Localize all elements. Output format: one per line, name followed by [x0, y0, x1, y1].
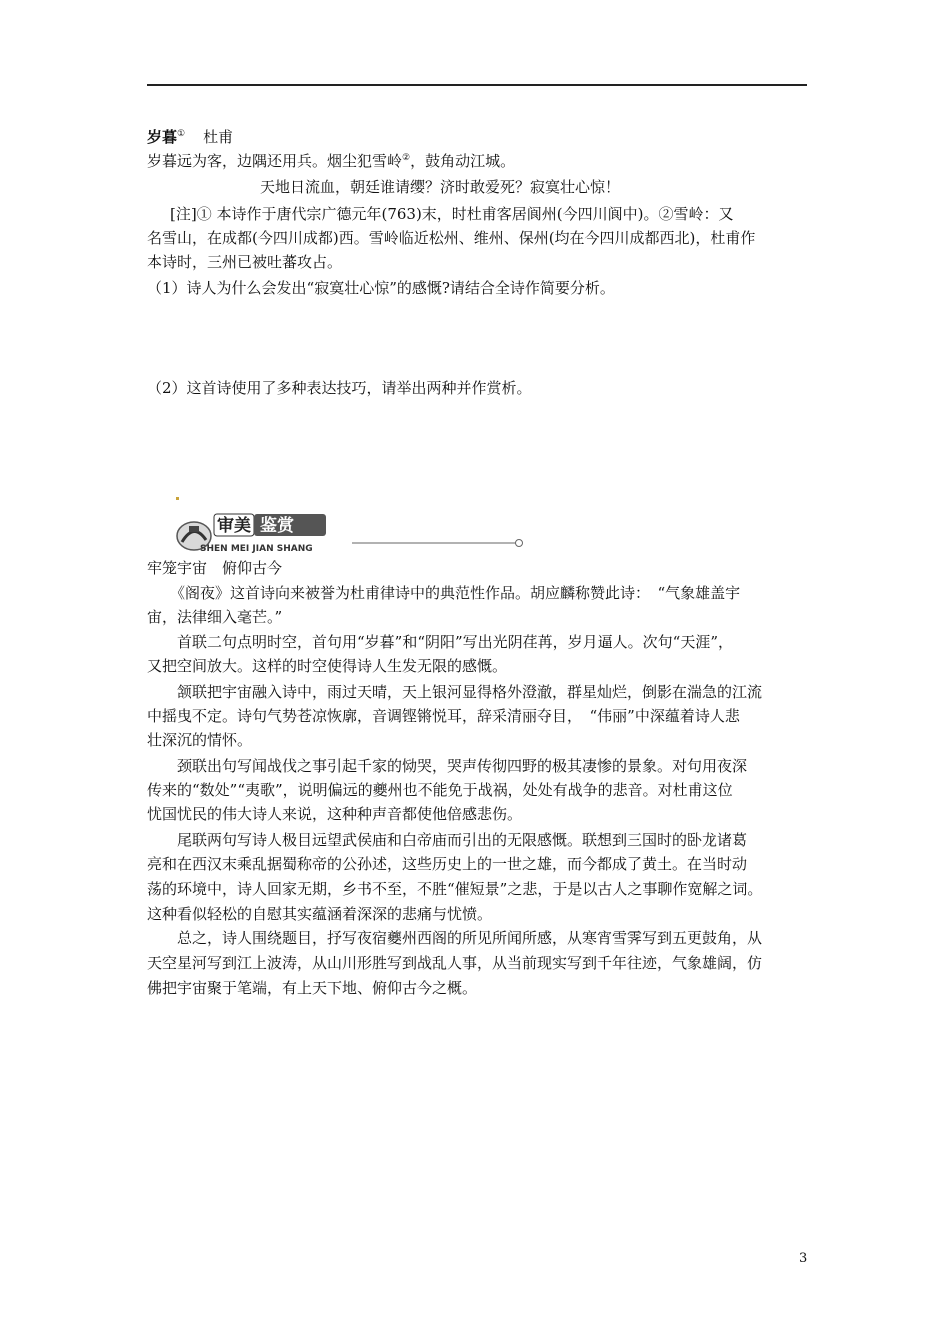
- question-2: （2）这首诗使用了多种表达技巧，请举出两种并作赏析。: [147, 379, 532, 397]
- appreciation-line: 尾联两句写诗人极目远望武侯庙和白帝庙而引出的无限感慨。联想到三国时的卧龙诸葛: [147, 831, 748, 849]
- poem-title-line: [147, 126, 233, 148]
- poem-line-2: 天地日流血，朝廷谁请缨？济时敢爱死？寂寞壮心惊！: [260, 178, 621, 196]
- appreciation-line: 壮深沉的情怀。: [147, 731, 253, 749]
- appreciation-line: 首联二句点明时空，首句用“岁暮”和“阴阳”写出光阴荏苒，岁月逼人。次句“天涯”，: [147, 633, 734, 651]
- banner-title-a: 审美: [217, 516, 251, 536]
- poem-line-1-end: ，鼓角动江城。: [410, 152, 516, 170]
- note-mark-2: ②: [402, 153, 411, 163]
- appreciation-line: 佛把宇宙聚于笔端，有上天下地、俯仰古今之概。: [147, 979, 478, 997]
- poem-line-1-text: 岁暮远为客，边隅还用兵。烟尘犯雪岭: [147, 152, 403, 170]
- appreciation-line: 颔联把宇宙融入诗中，雨过天晴，天上银河显得格外澄澈，群星灿烂，倒影在湍急的江流: [147, 683, 763, 701]
- note-mark-1: ①: [177, 129, 186, 139]
- page-number: 3: [799, 1251, 808, 1266]
- note-line-2: 名雪山，在成都(今四川成都)西。雪岭临近松州、维州、保州(均在今四川成都西北)，杜甫作: [147, 229, 756, 247]
- banner-title-b: 鉴赏: [260, 516, 294, 536]
- note-line-3: 本诗时，三州已被吐蕃攻占。: [147, 253, 343, 271]
- appreciation-line: 亮和在西汉末乘乱据蜀称帝的公孙述，这些历史上的一世之雄，而今都成了黄土。在当时动: [147, 855, 748, 873]
- poem-line-1: [147, 150, 515, 172]
- appreciation-line: 这种看似轻松的自慰其实蕴涵着深深的悲痛与忧愤。: [147, 905, 493, 923]
- poem-title: 岁暮: [147, 128, 178, 146]
- note-line-1: [注]① 本诗作于唐代宗广德元年(763)末，时杜甫客居阆州(今四川阆中)。②雪岭：又: [170, 205, 734, 223]
- appreciation-heading: 牢笼宇宙 俯仰古今: [147, 559, 283, 577]
- appreciation-line: 《阁夜》这首诗向来被誉为杜甫律诗中的典范性作品。胡应麟称赞此诗： “气象雄盖宇: [170, 584, 741, 602]
- appreciation-line: 荡的环境中，诗人回家无期，乡书不至，不胜“催短景”之悲，于是以古人之事聊作宽解之词。: [147, 880, 763, 898]
- question-1: （1）诗人为什么会发出“寂寞壮心惊”的感慨?请结合全诗作简要分析。: [147, 279, 615, 297]
- appreciation-line: 又把空间放大。这样的时空使得诗人生发无限的感慨。: [147, 657, 508, 675]
- appreciation-line: 忧国忧民的伟大诗人来说，这种种声音都使他倍感悲伤。: [147, 805, 523, 823]
- appreciation-line: 总之，诗人围绕题目，抒写夜宿夔州西阁的所见所闻所感，从寒宵雪霁写到五更鼓角，从: [147, 929, 763, 947]
- appreciation-line: 传来的“数处”“夷歌”，说明偏远的夔州也不能免于战祸，处处有战争的悲音。对杜甫这位: [147, 781, 733, 799]
- banner-graphic: [172, 510, 527, 556]
- header-rule: [147, 84, 807, 86]
- appreciation-line: 中摇曳不定。诗句气势苍凉恢廓，音调铿锵悦耳，辞采清丽夺目， “伟丽”中深蕴着诗人悲: [147, 707, 740, 725]
- banner-subtitle: SHEN MEI JIAN SHANG: [200, 544, 313, 554]
- appreciation-line: 颈联出句写闻战伐之事引起千家的恸哭，哭声传彻四野的极其凄惨的景象。对句用夜深: [147, 757, 748, 775]
- appreciation-line: 宙，法律细入毫芒。”: [147, 608, 283, 626]
- decorative-dot: [176, 497, 179, 500]
- appreciation-line: 天空星河写到江上波涛，从山川形胜写到战乱人事，从当前现实写到千年往迹，气象雄阔，仿: [147, 954, 763, 972]
- poem-author: 杜甫: [203, 128, 234, 146]
- section-banner: [172, 510, 527, 556]
